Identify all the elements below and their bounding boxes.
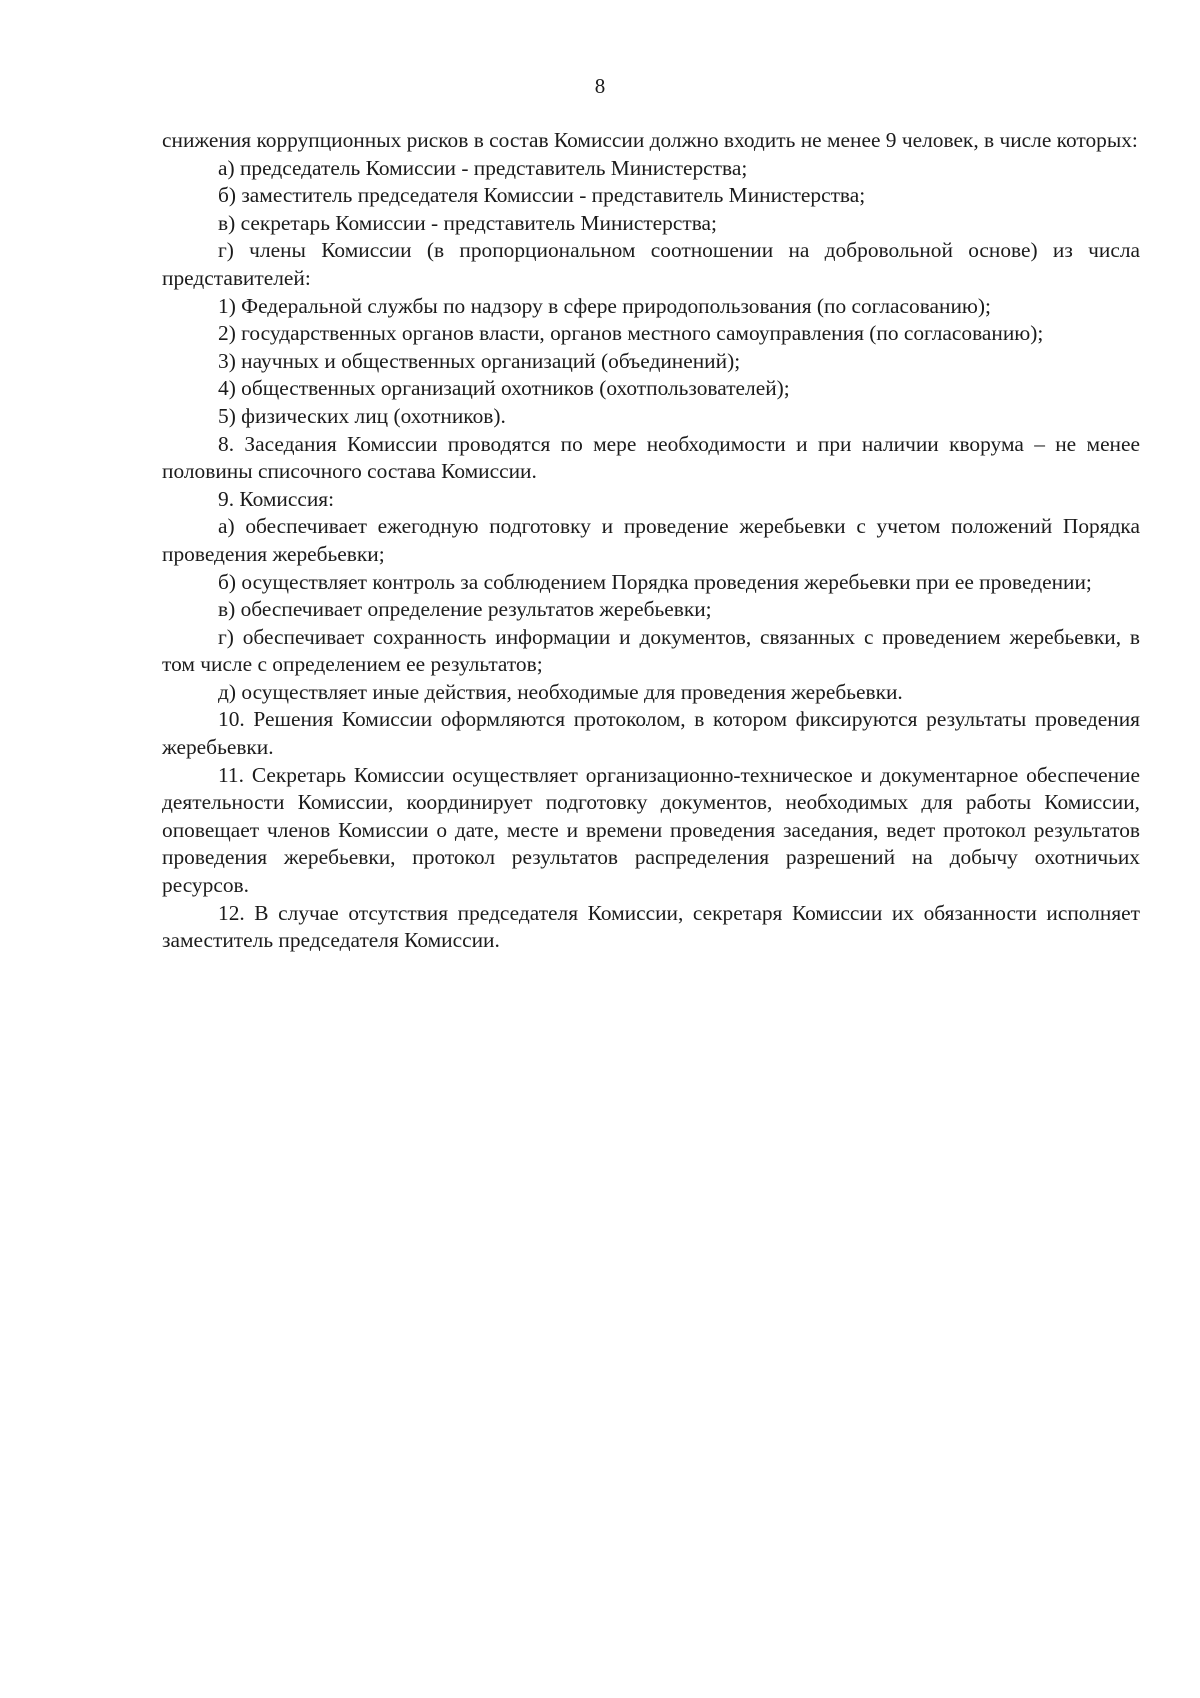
paragraph-subitem-5: 5) физических лиц (охотников). xyxy=(218,403,506,428)
paragraph-subitem-2: 2) государственных органов власти, органов местного самоуправления (по согласованию); xyxy=(218,321,1044,346)
paragraph-section-9-a: а) обеспечивает ежегодную подготовку и проведение жеребьевки с учетом положений Порядка проведения жеребьевки; xyxy=(162,514,1140,566)
paragraph-item-v: в) секретарь Комиссии - представитель Министерства; xyxy=(218,210,717,235)
paragraph-section-9-d: д) осуществляет иные действия, необходимые для проведения жеребьевки. xyxy=(218,679,903,704)
paragraph-section-11: 11. Секретарь Комиссии осуществляет организационно-техническое и документарное обеспечение деятельности Комиссии, координирует подготовку документов, необходимых для работы Комиссии, оповещает членов Комиссии о дате, месте и времени проведения заседания, ведет протокол результатов проведения жеребьевки, протокол результатов распределения разрешений на добычу охотничьих ресурсов. xyxy=(162,762,1140,898)
paragraph-section-9-v: в) обеспечивает определение результатов жеребьевки; xyxy=(218,597,712,622)
document-body xyxy=(162,127,1140,955)
paragraph-section-10: 10. Решения Комиссии оформляются протоколом, в котором фиксируются результаты проведения жеребьевки. xyxy=(162,707,1140,760)
paragraph-item-a: а) председатель Комиссии - представитель Министерства; xyxy=(218,155,748,180)
page-number: 8 xyxy=(594,74,606,98)
paragraph-item-b: б) заместитель председателя Комиссии - представитель Министерства; xyxy=(218,183,866,208)
paragraph-subitem-1: 1) Федеральной службы по надзору в сфере природопользования (по согласованию); xyxy=(218,293,991,318)
paragraph-item-g: г) члены Комиссии (в пропорциональном соотношении на добровольной основе) из числа представителей: xyxy=(162,238,1140,290)
paragraph-subitem-3: 3) научных и общественных организаций (объединений); xyxy=(218,348,741,373)
paragraph-section-9-g: г) обеспечивает сохранность информации и документов, связанных с проведением жеребьевки, в том числе с определением ее результатов; xyxy=(162,624,1140,677)
paragraph-section-9-b: б) осуществляет контроль за соблюдением Порядка проведения жеребьевки при ее проведении; xyxy=(218,569,1092,594)
paragraph-section-8: 8. Заседания Комиссии проводятся по мере необходимости и при наличии кворума – не менее половины списочного состава Комиссии. xyxy=(162,431,1140,484)
paragraph-subitem-4: 4) общественных организаций охотников (охотпользователей); xyxy=(218,376,790,401)
paragraph-continuation: снижения коррупционных рисков в состав Комиссии должно входить не менее 9 человек, в числе которых: xyxy=(162,128,1138,152)
paragraph-section-12: 12. В случае отсутствия председателя Комиссии, секретаря Комиссии их обязанности исполняет заместитель председателя Комиссии. xyxy=(162,900,1140,953)
paragraph-section-9: 9. Комиссия: xyxy=(218,486,335,511)
